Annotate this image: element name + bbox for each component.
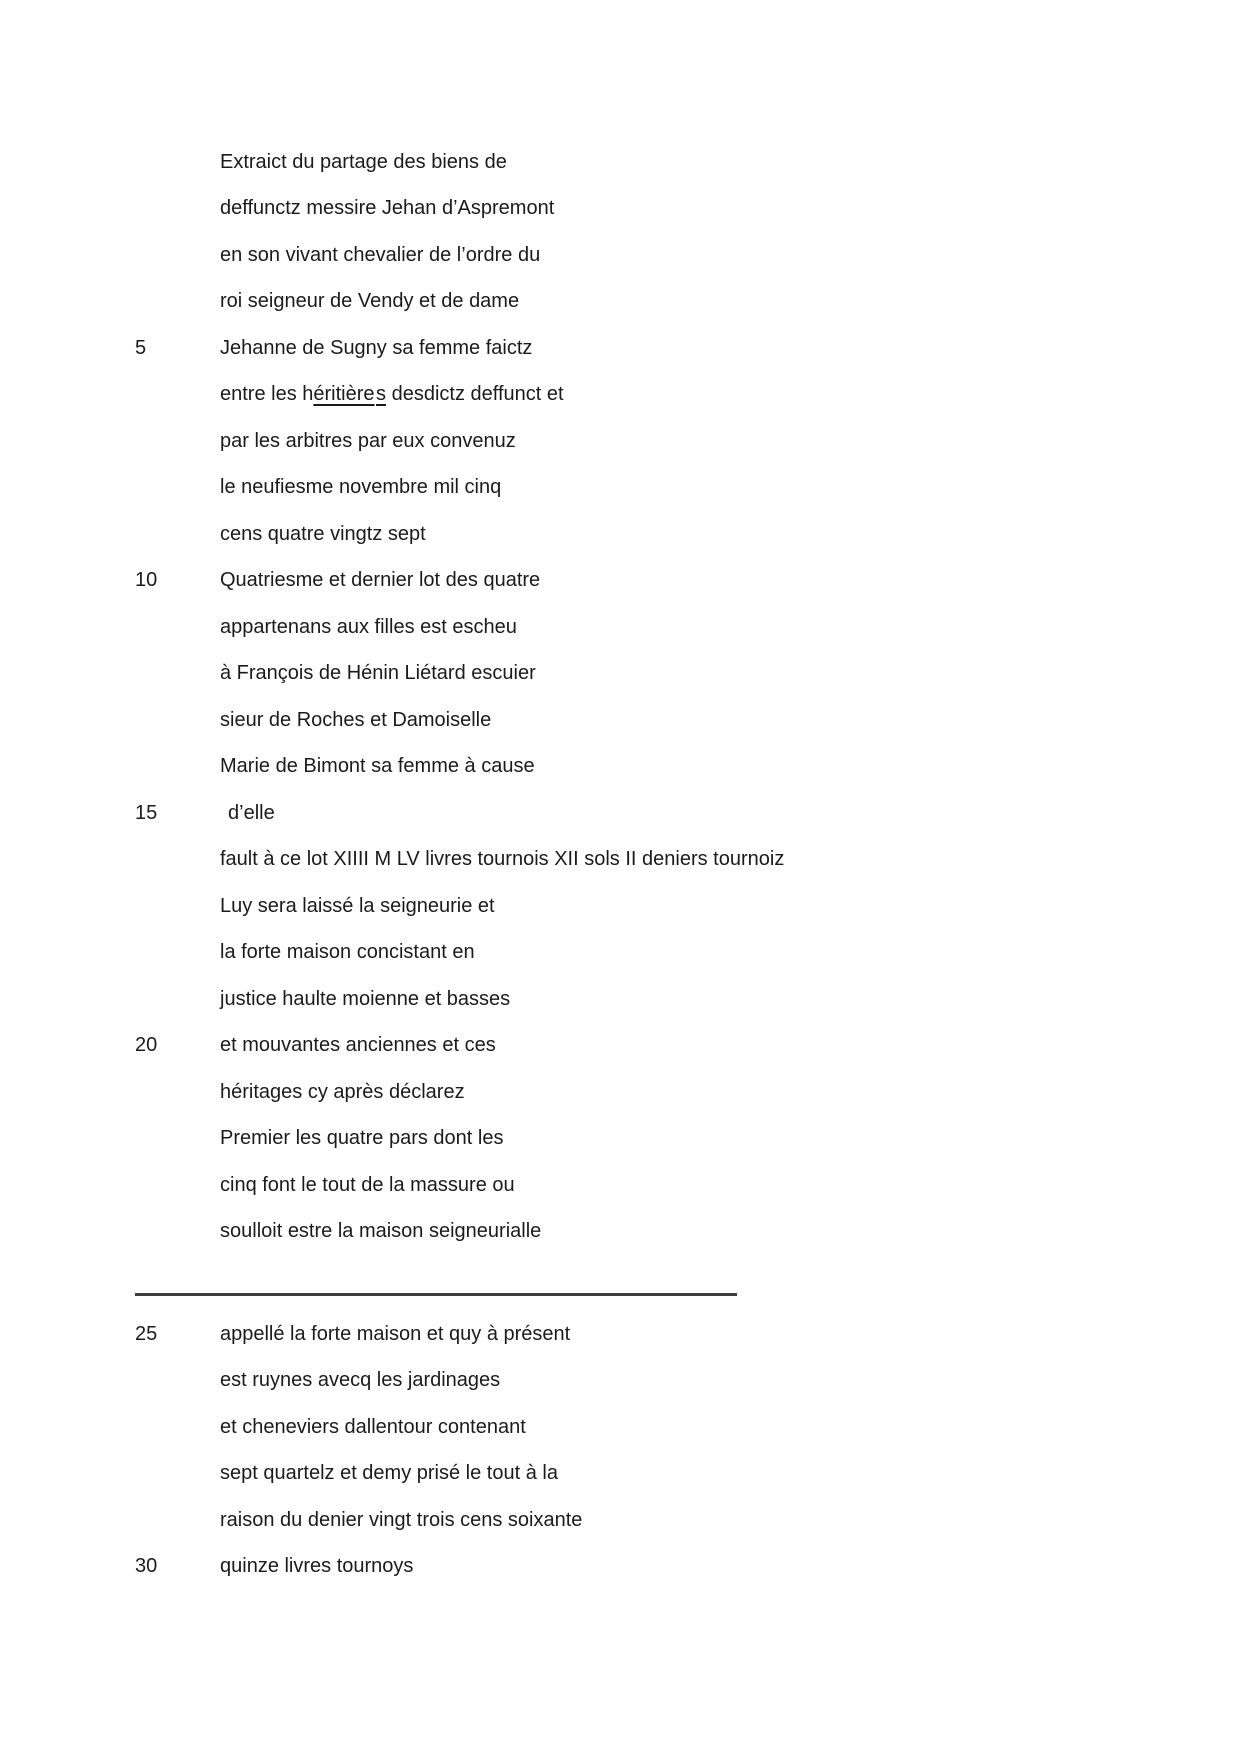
line-text: à François de Hénin Liétard escuier: [220, 662, 536, 685]
line-text: raison du denier vingt trois cens soixante: [220, 1508, 583, 1531]
line-text: sieur de Roches et Damoiselle: [220, 708, 492, 731]
line-text: et cheneviers dallentour contenant: [220, 1415, 526, 1438]
line-text: cinq font le tout de la massure ou: [220, 1173, 515, 1196]
line-number: 25: [135, 1322, 158, 1345]
line-text: Luy sera laissé la seigneurie et: [220, 894, 495, 917]
text-line: [135, 1404, 1175, 1451]
text-line: [135, 279, 1175, 326]
line-text: fault à ce lot XIIII M LV livres tournois XII sols II deniers tournoiz: [220, 848, 785, 871]
line-text: par les arbitres par eux convenuz: [220, 429, 516, 452]
text-line: [135, 186, 1175, 233]
line-text: [220, 383, 564, 406]
line-text: Extraict du partage des biens de: [220, 150, 507, 173]
text-line: [135, 511, 1175, 558]
line-text: justice haulte moienne et basses: [220, 987, 511, 1010]
line-text: cens quatre vingtz sept: [220, 522, 426, 545]
text-line: [135, 232, 1175, 279]
line-number: 15: [135, 801, 158, 824]
text-line: [135, 1162, 1175, 1209]
text-line: [135, 1497, 1175, 1544]
text-line: [135, 1023, 1175, 1070]
line-number: 30: [135, 1555, 158, 1578]
line-text: est ruynes avecq les jardinages: [220, 1369, 501, 1392]
line-text: roi seigneur de Vendy et de dame: [220, 290, 520, 313]
line-text: Quatriesme et dernier lot des quatre: [220, 569, 541, 592]
line-text: Marie de Bimont sa femme à cause: [220, 755, 535, 778]
line-number: 10: [135, 569, 158, 592]
line-text: la forte maison concistant en: [220, 941, 475, 964]
text-line: [135, 139, 1175, 186]
line-text: le neufiesme novembre mil cinq: [220, 476, 502, 499]
line-text: et mouvantes anciennes et ces: [220, 1034, 496, 1057]
text-line: [135, 976, 1175, 1023]
underlined-text: éritière: [313, 383, 375, 406]
text-line: [135, 837, 1175, 884]
text-line: [135, 1451, 1175, 1498]
line-text: Premier les quatre pars dont les: [220, 1127, 504, 1150]
text-line: [135, 651, 1175, 698]
text-line: [135, 930, 1175, 977]
line-text: en son vivant chevalier de l’ordre du: [220, 243, 541, 266]
line-text: d’elle: [228, 801, 275, 824]
line-text: soulloit estre la maison seigneurialle: [220, 1220, 542, 1243]
line-text: héritages cy après déclarez: [220, 1080, 465, 1103]
text-line: [135, 697, 1175, 744]
text-line: [135, 372, 1175, 419]
text-line: [135, 418, 1175, 465]
text-line: [135, 325, 1175, 372]
text-line: [135, 1116, 1175, 1163]
section-divider-line: [135, 1293, 737, 1296]
line-number: 20: [135, 1034, 158, 1057]
text-line: [135, 1311, 1175, 1358]
line-text: appartenans aux filles est escheu: [220, 615, 517, 638]
transcription-body: [135, 139, 1175, 1590]
line-text: quinze livres tournoys: [220, 1555, 414, 1578]
text-line: [135, 1209, 1175, 1256]
text-line: [135, 558, 1175, 605]
text-line: [135, 465, 1175, 512]
text-line: [135, 790, 1175, 837]
text-line: [135, 744, 1175, 791]
text-line: [135, 1069, 1175, 1116]
line-text: deffunctz messire Jehan d’Aspremont: [220, 197, 555, 220]
line-text-segment: entre les h: [220, 383, 314, 406]
text-line: [135, 883, 1175, 930]
line-text: appellé la forte maison et quy à présent: [220, 1322, 571, 1345]
text-line: [135, 604, 1175, 651]
line-text-segment: desdictz deffunct et: [386, 383, 564, 406]
line-number: 5: [135, 336, 147, 359]
text-line: [135, 1544, 1175, 1591]
line-text: sept quartelz et demy prisé le tout à la: [220, 1462, 558, 1485]
text-line: [135, 1358, 1175, 1405]
underlined-text: s: [376, 383, 387, 406]
line-text: Jehanne de Sugny sa femme faictz: [220, 336, 533, 359]
